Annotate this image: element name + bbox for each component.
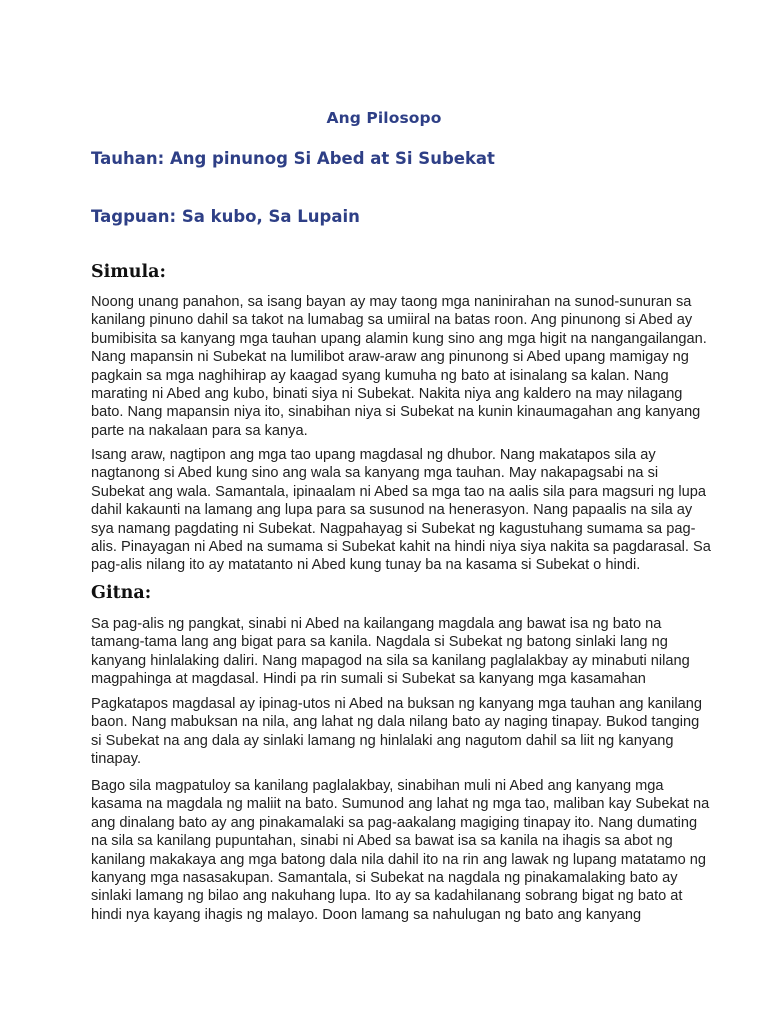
text-line: sya namang pagdating ni Subekat. Nagpahayag si Subekat ng kagustuhang sumama sa pag-	[91, 520, 696, 537]
text-line: kanyang hinlalaking daliri. Nang mapagod na sila sa kanilang paglalakbay ay minabuti nilang	[91, 652, 690, 669]
text-line: dahil kakaunti na lamang ang lupa para sa susunod na henerasyon. Nang papaalis na sila ay	[91, 502, 693, 519]
text-line: bumibisita sa kanyang mga tauhan upang alamin kung sino ang mga higit na nangangailangan.	[91, 330, 707, 347]
text-line: pag-alis nilang ito ay matatanto ni Abed kung tunay ba na kasama si Subekat o hindi.	[91, 557, 641, 574]
text-line: Noong unang panahon, sa isang bayan ay may taong mga naninirahan na sunod-sunuran sa	[91, 294, 692, 310]
text-line: alis. Pinayagan ni Abed na sumama si Subekat kahit na hindi niya siya nakita sa pagdarasal. Sa	[91, 539, 711, 556]
section-heading-gitna: Gitna:	[91, 583, 152, 603]
text-line: Sa pag-alis ng pangkat, sinabi ni Abed na kailangang magdala ang bawat isa ng bato na	[91, 616, 662, 632]
text-line: tamang-tama lang ang bigat para sa kanila. Nagdala si Subekat ng batong sinlaki lang ng	[91, 634, 668, 651]
gitna-paragraph-3	[91, 777, 710, 924]
gitna-paragraph-2	[91, 695, 702, 769]
text-line: kanilang makakaya ang mga batong dala nila dahil ito na rin ang lawak ng lupang matatamo ng	[91, 851, 706, 868]
characters-line: Tauhan: Ang pinunog Si Abed at Si Subekat	[91, 149, 495, 168]
text-line: na sila sa kanilang pupuntahan, sinabi ni Abed sa bawat isa sa kanila na ihagis sa abot ng	[91, 833, 673, 850]
gitna-paragraph-1	[91, 615, 691, 689]
simula-paragraph-1	[91, 293, 707, 440]
text-line: kanilang pinuno dahil sa takot na lumabag sa umiiral na batas roon. Ang pinunong si Abed ay	[91, 312, 693, 329]
text-line: parte na nakalaan para sa kanya.	[91, 422, 308, 439]
text-line: Nang mapansin ni Subekat na lumilibot araw-araw ang pinunong si Abed upang mamigay ng	[91, 349, 689, 366]
document-title: Ang Pilosopo	[326, 109, 442, 127]
text-line: tinapay.	[91, 751, 142, 768]
text-line: marating ni Abed ang kubo, binati siya ni Subekat. Nakita niya ang kaldero na may nilagang	[91, 386, 683, 403]
text-line: bato. Nang mapansin niya ito, sinabihan niya si Subekat na kunin kinaumagahan ang kanyang	[91, 404, 701, 421]
text-line: nagtanong si Abed kung sino ang wala sa kanyang mga tauhan. May nakapagsabi na si	[91, 465, 659, 482]
simula-paragraph-2	[91, 446, 711, 575]
text-line: kasama na magdala ng maliit na bato. Sumunod ang lahat ng mga tao, maliban kay Subekat na	[91, 796, 710, 813]
text-line: hindi nya kayang ihagis ng malayo. Doon lamang sa nahulugan ng bato ang kanyang	[91, 906, 642, 923]
text-line: magpahinga at magdasal. Hindi pa rin sumali si Subekat sa kanyang mga kasamahan	[91, 671, 646, 688]
text-line: kanyang mga nasasakupan. Samantala, si Subekat na nagdala ng pinakamalaking bato ay	[91, 870, 678, 887]
text-line: ang dinalang bato ay ang pinakamalaki sa pag-aakalang magiging tinapay ito. Nang dumating	[91, 814, 698, 831]
text-line: Subekat ang wala. Samantala, ipinaalam ni Abed sa mga tao na aalis sila para magsuri ng lupa	[91, 483, 706, 500]
text-line: Bago sila magpatuloy sa kanilang paglalakbay, sinabihan muli ni Abed ang kanyang mga	[91, 778, 664, 794]
text-line: pagkain sa mga naghihirap ay kaagad syang kumuha ng bato at isinalang sa kalan. Nang	[91, 367, 669, 384]
text-line: sinlaki lamang ng bilao ang nakuhang lupa. Ito ay sa kadahilanang sobrang bigat ng bato at	[91, 888, 683, 905]
setting-line: Tagpuan: Sa kubo, Sa Lupain	[91, 207, 360, 226]
text-line: Isang araw, nagtipon ang mga tao upang magdasal ng dhubor. Nang makatapos sila ay	[91, 447, 656, 463]
text-line: baon. Nang mabuksan na nila, ang lahat ng dala nilang bato ay naging tinapay. Bukod tanging	[91, 714, 700, 731]
text-line: Pagkatapos magdasal ay ipinag-utos ni Abed na buksan ng kanyang mga tauhan ang kanilang	[91, 696, 702, 712]
text-line: si Subekat na ang dala ay sinlaki lamang ng hinlalaki ang nagutom dahil sa liit ng kanyang	[91, 732, 674, 749]
section-heading-simula: Simula:	[91, 262, 166, 282]
